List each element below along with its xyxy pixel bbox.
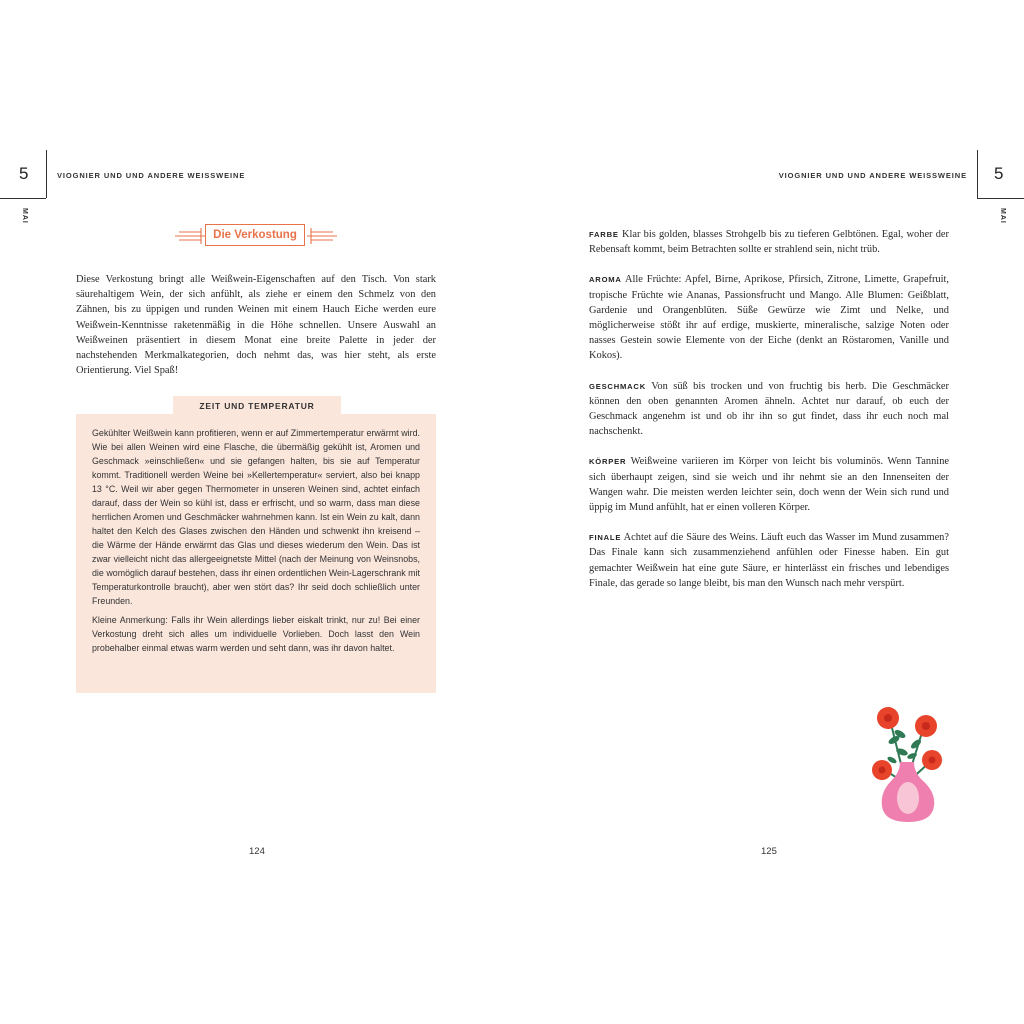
chapter-tab-rule-right	[977, 198, 1024, 199]
entry-koerper	[589, 454, 949, 515]
intro-paragraph: Diese Verkostung bringt alle Weißwein-Eigenschaften auf den Tisch. Von stark säurehaltigem Wein, der sich anfühlt, als ziehe er einem den Schmelz von den Zähnen, bis zu üppigen und runden Weinen mit einem Hauch Eiche werden eure Weißwein-Kenntnisse raketenmäßig in die Höhe schnellen. Unsere Auswahl an Weißweinen präsentiert in diesem Monat eine breite Palette in jeder der nachstehenden Merkmalkategorien, doch nehmt das, was hier steht, als erste Orientierung. Viel Spaß!	[76, 274, 436, 377]
month-label-left: MAI	[21, 208, 28, 224]
entry-term: KÖRPER	[589, 457, 627, 467]
tasting-entries	[589, 227, 949, 591]
box-heading: ZEIT UND TEMPERATUR	[199, 401, 315, 411]
temperature-box	[76, 401, 436, 693]
running-head-left: VIOGNIER UND UND ANDERE WEISSWEINE	[57, 171, 246, 180]
page-number-right: 125	[761, 846, 777, 857]
entry-aroma	[589, 272, 949, 363]
chapter-number-left: 5	[19, 164, 29, 183]
entry-geschmack	[589, 379, 949, 440]
entry-term: FARBE	[589, 230, 619, 239]
entry-text: Alle Früchte: Apfel, Birne, Aprikose, Pfirsich, Zitrone, Limette, Grapefruit, tropische Früchte wie Ananas, Passionsfrucht und Mango. Alle Blumen: Geißblatt, Gardenie und Orangenblüten. Süße Gewürze wie Zimt und Nelke, und möglicherweise stößt ihr auf erdige, muskierte, mineralische, salzige Noten oder nasses Gestein sowie Elemente von der Eiche (denkt an Röstaromen, Vanille und Kokos).	[589, 274, 949, 362]
entry-term: GESCHMACK	[589, 381, 646, 391]
entry-finale	[589, 530, 949, 591]
chapter-tab-divider-left	[46, 150, 47, 198]
intro-block	[76, 272, 436, 378]
running-head-right: VIOGNIER UND UND ANDERE WEISSWEINE	[778, 171, 967, 180]
entry-term: FINALE	[589, 533, 622, 543]
flower-vase-icon	[862, 700, 952, 826]
box-paragraph-1: Gekühlter Weißwein kann profitieren, wenn er auf Zimmertemperatur erwärmt wird. Wie bei allen Weinen wird eine Flasche, die übermäßig gekühlt ist, Aromen und Geschmack »einschließen« und sie gefangen halten, bis sie auf Temperatur kommt. Traditionell werden Weine bei »Kellertemperatur« serviert, also bei knapp 13 °C. Weil wir aber gegen Thermometer in unseren Weinen sind, achtet einfach darauf, dass der Wein so kühl ist, dass er erfrischt, und so warm, dass man diese herrlichen Aromen und Geschmäcker wahrnehmen kann. Ist ein Wein zu kalt, dann haltet den Kelch des Glases zwischen den Händen und schwenkt ihn kreisend – die Wärme der Hände erwärmt das Glas und dieses wiederum den Wein. Das ist zwar vielleicht nicht das allergeeignetste Mittel (nach der Meinung von Weinsnobs, die womöglich darauf bestehen, dass ihr einen ordentlichen Wein-Lagerschrank mit Temperaturkontrolle braucht), aber wen stört das? Ihr seid doch schließlich unter Freunden.	[92, 428, 420, 606]
entry-text: Von süß bis trocken und von fruchtig bis herb. Die Geschmäcker können den oben genannten Aromen ähneln. Achtet nur darauf, ob euch der Geschmack angenehm ist und ob ihr ihn so gut findet, dass ihr euch noch mal nachschenkt.	[589, 380, 949, 438]
section-title-ornament	[175, 222, 337, 250]
entry-text: Weißweine variieren im Körper von leicht bis voluminös. Wenn Tannine sich überhaupt zeigen, sind sie weich und ihr nehmt sie an den Innenseiten der Wangen wahr. Die meisten werden leichter sein, doch wenn der Wein sich rund und üppig im Mund anfühlt, hat er einen volleren Körper.	[589, 456, 949, 514]
box-content	[92, 426, 420, 660]
box-paragraph-2: Kleine Anmerkung: Falls ihr Wein allerdings lieber eiskalt trinkt, nur zu! Bei einer Verkostung dreht sich alles um individuelle Vorlieben. Doch lasst den Wein probehalber einmal etwas warm werden und seht dann, was ihr davon haltet.	[92, 615, 420, 653]
entry-text: Achtet auf die Säure des Weins. Läuft euch das Wasser im Mund zusammen? Das Finale kann sich zusammenziehend anfühlen oder Finesse haben. Ein gut gemachter Weißwein hat eine gute Säure, er hinterlässt ein frisches und lebendiges Finale, das gerade so lange bleibt, bis man den Wunsch nach mehr verspürt.	[589, 532, 949, 589]
chapter-number-right: 5	[994, 164, 1004, 183]
page-number-left: 124	[249, 846, 265, 857]
month-label-right: MAI	[999, 208, 1006, 224]
chapter-tab-rule-left	[0, 198, 46, 199]
entry-term: AROMA	[589, 275, 622, 285]
entry-text: Klar bis golden, blasses Strohgelb bis zu tieferen Gelbtönen. Egal, woher der Rebensaft kommt, beim Betrachten sollte er strahlend sein, nicht trüb.	[589, 229, 949, 256]
box-heading-tab	[173, 396, 341, 416]
section-title-box	[205, 224, 305, 246]
chapter-tab-divider-right	[977, 150, 978, 198]
section-title: Die Verkostung	[213, 229, 297, 241]
entry-farbe	[589, 227, 949, 257]
